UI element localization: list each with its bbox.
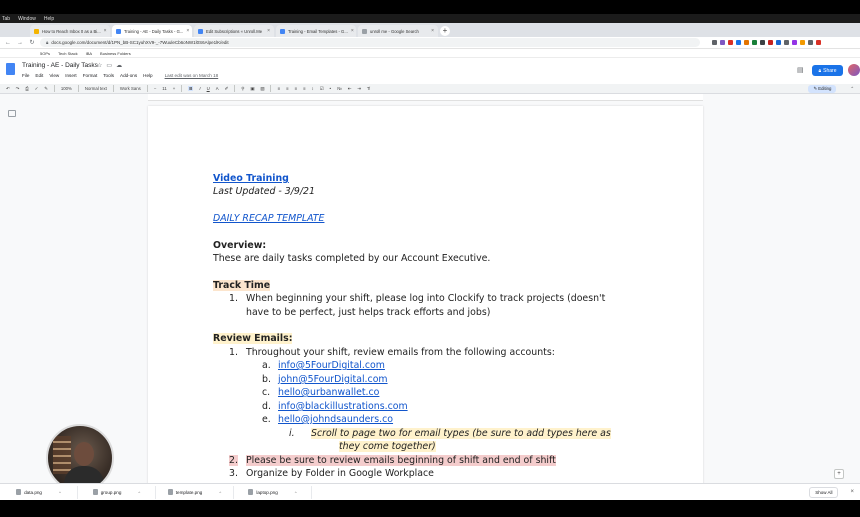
italic-icon[interactable]: I xyxy=(199,86,201,91)
extension-icon[interactable] xyxy=(752,40,757,45)
toolbar-divider xyxy=(113,85,114,92)
toolbar-divider xyxy=(54,85,55,92)
docs-logo-icon[interactable] xyxy=(6,63,15,75)
list-letter: e. xyxy=(262,414,271,425)
tab-strip xyxy=(0,23,860,37)
list-letter: d. xyxy=(262,401,271,412)
tab-label: unroll me - Google Search xyxy=(370,28,419,34)
list-letter: c. xyxy=(262,387,271,398)
forward-arrow-icon[interactable]: → xyxy=(17,39,23,46)
sub-item-line1: Scroll to page two for email types (be sure to add types here as xyxy=(311,428,611,439)
move-folder-icon[interactable]: ▭ xyxy=(106,63,113,69)
list-letter: b. xyxy=(262,374,271,385)
image-icon[interactable]: ▨ xyxy=(260,85,265,91)
download-item[interactable] xyxy=(0,486,78,499)
video-training-link[interactable]: Video Training xyxy=(213,173,289,184)
image-file-icon xyxy=(168,489,173,495)
review-item-2: Please be sure to review emails beginning of shift and end of shift xyxy=(246,455,556,466)
review-emails-heading: Review Emails: xyxy=(213,333,293,344)
comment-history-icon[interactable]: ▤ xyxy=(797,67,804,74)
collapse-menus-icon[interactable]: ⌃ xyxy=(850,85,854,91)
menu-add-ons[interactable]: Add-ons xyxy=(120,73,138,78)
document-canvas xyxy=(0,101,860,483)
presenter-head xyxy=(74,442,94,466)
mac-menu-bar xyxy=(0,14,860,23)
editing-mode-label: Editing xyxy=(818,85,832,91)
title-icons xyxy=(97,62,122,69)
avatar[interactable] xyxy=(848,64,860,76)
downloads-bar xyxy=(0,483,860,500)
bookmark-5ops[interactable]: 5OPs xyxy=(40,50,51,56)
tab-favicon-icon xyxy=(34,29,39,34)
tab-label: Edit Subscriptions « Unroll.Me xyxy=(206,28,263,34)
share-button[interactable] xyxy=(812,65,843,76)
decrease-indent-icon[interactable]: ⇤ xyxy=(347,85,352,91)
undo-icon[interactable]: ↶ xyxy=(6,85,10,91)
ruler[interactable] xyxy=(148,94,703,101)
address-bar[interactable] xyxy=(40,38,700,47)
bold-icon[interactable]: B xyxy=(189,86,193,91)
tab-close-icon[interactable]: × xyxy=(267,28,270,34)
toolbar-divider xyxy=(181,85,182,92)
pencil-icon: ✎ xyxy=(813,85,818,91)
tab-close-icon[interactable]: × xyxy=(431,28,434,34)
lock-icon: 🔒︎ xyxy=(818,67,822,74)
track-time-item-line1: When beginning your shift, please log into Clockify to track projects (doesn't xyxy=(246,293,606,304)
show-all-button[interactable]: Show All xyxy=(809,487,838,498)
download-item[interactable] xyxy=(156,486,234,499)
bookmark-tech-stack[interactable]: Tech Stack xyxy=(58,50,78,56)
tab-favicon-icon xyxy=(198,29,203,34)
mac-menu-tab[interactable]: Tab xyxy=(2,15,11,22)
back-arrow-icon[interactable]: ← xyxy=(5,39,11,46)
chevron-up-icon[interactable]: ^ xyxy=(219,489,222,495)
tab-label: How to Reach Inbox 0 as a Bi... xyxy=(42,28,101,34)
bookmark-business-folders[interactable]: Business Folders xyxy=(100,50,131,56)
font-size-input[interactable]: 11 xyxy=(162,86,167,91)
extension-icon[interactable] xyxy=(728,40,733,45)
extension-icon[interactable] xyxy=(800,40,805,45)
document-title[interactable]: Training - AE - Daily Tasks xyxy=(22,62,98,69)
toolbar-divider xyxy=(147,85,148,92)
tab-label: Training - Email Templates - G... xyxy=(288,28,348,34)
extension-icon[interactable] xyxy=(808,40,813,45)
review-emails-item: Throughout your shift, review emails from the following accounts: xyxy=(246,347,555,358)
url-text: docs.google.com/document/d/1PN_bB-SC1yuhXV9-_-7WuuleCb6oNW1l0S6Alpe1lK/edit xyxy=(51,40,229,45)
email-link[interactable]: info@blackillustrations.com xyxy=(278,401,408,412)
address-row xyxy=(0,37,860,49)
list-number: 1. xyxy=(229,347,238,358)
chevron-up-icon[interactable]: ^ xyxy=(138,489,141,495)
bookmark-iba[interactable]: IBA xyxy=(85,50,93,56)
align-left-icon[interactable]: ≡ xyxy=(277,86,280,91)
document-outline-icon[interactable] xyxy=(8,110,16,117)
extension-icon[interactable] xyxy=(720,40,725,45)
extension-icon[interactable] xyxy=(816,40,821,45)
bulleted-list-icon[interactable]: • xyxy=(329,86,332,91)
line-spacing-icon[interactable]: ↕ xyxy=(311,86,314,91)
mac-menu-window[interactable]: Window xyxy=(18,15,36,22)
last-edit-link[interactable]: Last edit was on March 18 xyxy=(164,73,219,78)
spellcheck-icon[interactable]: ✓ xyxy=(34,85,39,91)
chevron-up-icon[interactable]: ^ xyxy=(294,489,297,495)
browser-tab-active[interactable] xyxy=(112,25,192,37)
download-item[interactable] xyxy=(234,486,312,499)
print-icon[interactable]: ⎙ xyxy=(25,86,29,91)
extension-icon[interactable] xyxy=(768,40,773,45)
increase-size-icon[interactable]: + xyxy=(172,86,176,91)
tab-label: Training - AE - Daily Tasks - G... xyxy=(124,28,184,34)
review-item-3: Organize by Folder in Google Workplace xyxy=(246,468,434,479)
tab-favicon-icon xyxy=(362,29,367,34)
text-color-icon[interactable]: A xyxy=(215,86,219,91)
link-icon[interactable]: ⚲ xyxy=(241,85,245,91)
zoom-select[interactable]: 100% xyxy=(60,86,72,91)
increase-indent-icon[interactable]: ⇥ xyxy=(357,85,361,91)
mac-menu-help[interactable]: Help xyxy=(43,15,55,22)
menu-file[interactable]: File xyxy=(22,73,30,78)
font-select[interactable]: Work Sans xyxy=(119,86,141,91)
style-select[interactable]: Normal text xyxy=(84,86,107,91)
overview-heading: Overview: xyxy=(213,240,267,251)
align-right-icon[interactable]: ≡ xyxy=(294,86,298,91)
email-link[interactable]: hello@urbanwallet.co xyxy=(278,387,380,398)
align-justify-icon[interactable]: ≡ xyxy=(303,86,306,91)
extension-icon[interactable] xyxy=(744,40,749,45)
tab-favicon-icon xyxy=(280,29,285,34)
email-link[interactable]: john@5FourDigital.com xyxy=(278,374,388,385)
share-label: Share xyxy=(823,67,837,74)
sub-item-line2: they come together) xyxy=(339,441,436,452)
lock-icon: 🔒︎ xyxy=(46,40,49,45)
align-center-icon[interactable]: ≡ xyxy=(285,86,289,91)
list-number: 3. xyxy=(229,468,238,479)
extension-icon[interactable] xyxy=(776,40,781,45)
underline-icon[interactable]: U xyxy=(206,86,210,91)
extension-icon[interactable] xyxy=(712,40,717,45)
extension-icon[interactable] xyxy=(736,40,741,45)
browser-tab[interactable] xyxy=(30,25,110,37)
menu-edit[interactable]: Edit xyxy=(35,73,44,78)
docs-header xyxy=(0,58,860,84)
tab-close-icon[interactable]: × xyxy=(103,28,107,34)
decrease-size-icon[interactable]: − xyxy=(153,86,157,91)
numbered-list-icon[interactable]: № xyxy=(337,86,342,91)
bookshelf xyxy=(53,436,71,474)
browser-tab[interactable] xyxy=(358,25,438,37)
editing-mode-select[interactable] xyxy=(808,85,836,93)
paint-format-icon[interactable]: ✎ xyxy=(44,85,48,91)
list-roman: i. xyxy=(289,428,295,439)
cloud-status-icon[interactable]: ☁ xyxy=(116,63,123,69)
download-item[interactable] xyxy=(78,486,156,499)
reload-icon[interactable]: ↻ xyxy=(29,40,35,46)
overview-text: These are daily tasks completed by our Account Executive. xyxy=(213,253,491,264)
toolbar-divider xyxy=(234,85,235,92)
highlight-icon[interactable]: ✐ xyxy=(224,85,229,91)
list-letter: a. xyxy=(262,360,271,371)
toolbar-divider xyxy=(270,85,271,92)
download-filename: laptop.png xyxy=(256,489,278,495)
add-comment-float-button[interactable]: + xyxy=(834,469,844,479)
menu-format[interactable]: Format xyxy=(82,73,98,78)
daily-recap-template-link[interactable]: DAILY RECAP TEMPLATE xyxy=(213,213,325,224)
download-filename: template.png xyxy=(175,489,203,495)
menu-view[interactable]: View xyxy=(49,73,60,78)
image-file-icon xyxy=(248,489,253,495)
chevron-up-icon[interactable]: ^ xyxy=(59,489,61,495)
presenter-video-overlay[interactable] xyxy=(46,424,114,492)
checklist-icon[interactable]: ☑ xyxy=(319,85,324,91)
extension-icons xyxy=(712,40,821,45)
comment-icon[interactable]: ▣ xyxy=(250,85,255,91)
list-number: 2. xyxy=(229,455,238,466)
extension-icon[interactable] xyxy=(792,40,797,45)
browser-tab[interactable] xyxy=(276,25,356,37)
track-time-heading: Track Time xyxy=(213,280,271,291)
tab-close-icon[interactable]: × xyxy=(350,28,354,34)
clear-formatting-icon[interactable]: T̸ xyxy=(366,86,370,91)
menu-tools[interactable]: Tools xyxy=(103,73,114,78)
star-icon[interactable]: ☆ xyxy=(97,63,103,69)
extension-icon[interactable] xyxy=(784,40,789,45)
redo-icon[interactable]: ↷ xyxy=(15,85,20,91)
download-filename: data.png xyxy=(24,489,42,495)
list-number: 1. xyxy=(229,293,238,304)
image-file-icon xyxy=(16,489,21,495)
extension-icon[interactable] xyxy=(760,40,765,45)
formatting-toolbar xyxy=(0,84,860,94)
email-link[interactable]: info@5FourDigital.com xyxy=(278,360,385,371)
menu-help[interactable]: Help xyxy=(143,73,153,78)
close-icon[interactable]: × xyxy=(850,489,854,495)
download-filename: group.png xyxy=(100,489,122,495)
image-file-icon xyxy=(93,489,98,495)
menu-insert[interactable]: Insert xyxy=(65,73,77,78)
email-link[interactable]: hello@johndsaunders.co xyxy=(278,414,394,425)
toolbar-divider xyxy=(78,85,79,92)
track-time-item-line2: have to be perfect, just helps track efforts and jobs) xyxy=(246,307,491,318)
last-updated-text: Last Updated - 3/9/21 xyxy=(213,186,315,197)
tab-favicon-icon xyxy=(116,29,121,34)
bookmarks-bar xyxy=(0,49,860,58)
browser-tab[interactable] xyxy=(194,25,274,37)
document-page[interactable] xyxy=(148,106,703,483)
docs-menu-bar xyxy=(22,73,218,78)
tab-close-icon[interactable]: × xyxy=(186,28,190,34)
new-tab-button[interactable]: + xyxy=(440,26,450,36)
